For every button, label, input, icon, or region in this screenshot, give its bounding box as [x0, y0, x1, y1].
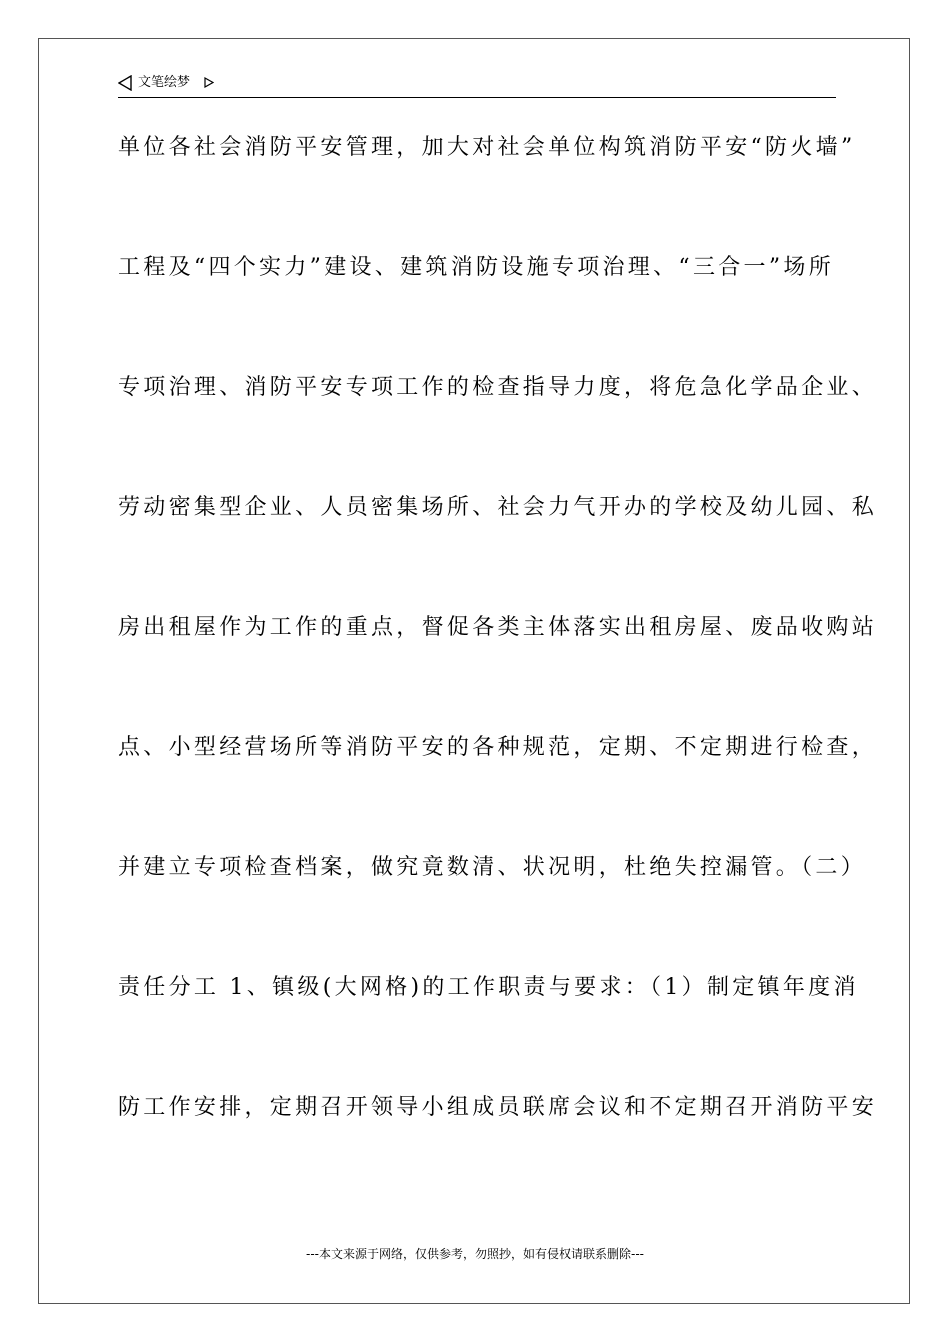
left-triangle-icon: [118, 75, 132, 91]
body-line: 工程及“四个实力”建设、建筑消防设施专项治理、“三合一”场所: [118, 255, 834, 280]
body-line: 单位各社会消防平安管理，加大对社会单位构筑消防平安“防火墙”: [118, 135, 856, 160]
body-line: 防工作安排，定期召开领导小组成员联席会议和不定期召开消防平安: [118, 1095, 878, 1120]
body-line: 劳动密集型企业、人员密集场所、社会力气开办的学校及幼儿园、私: [118, 495, 878, 520]
document-body: [118, 128, 878, 1208]
body-line: 房出租屋作为工作的重点，督促各类主体落实出租房屋、废品收购站: [118, 615, 878, 640]
body-line: 并建立专项检查档案，做究竟数清、状况明，杜绝失控漏管。（二）: [118, 855, 867, 880]
body-line: 点、小型经营场所等消防平安的各种规范，定期、不定期进行检查，: [118, 735, 878, 760]
footer-disclaimer: ---本文来源于网络，仅供参考，勿照抄，如有侵权请联系删除---: [306, 1247, 644, 1261]
body-line: 责任分工 1、镇级(大网格)的工作职责与要求：（1）制定镇年度消: [118, 975, 859, 1000]
page-header: [118, 72, 836, 98]
header-title: 文笔绘梦: [138, 75, 191, 90]
right-triangle-icon: [204, 77, 214, 88]
body-line: 专项治理、消防平安专项工作的检查指导力度，将危急化学品企业、: [118, 375, 878, 400]
